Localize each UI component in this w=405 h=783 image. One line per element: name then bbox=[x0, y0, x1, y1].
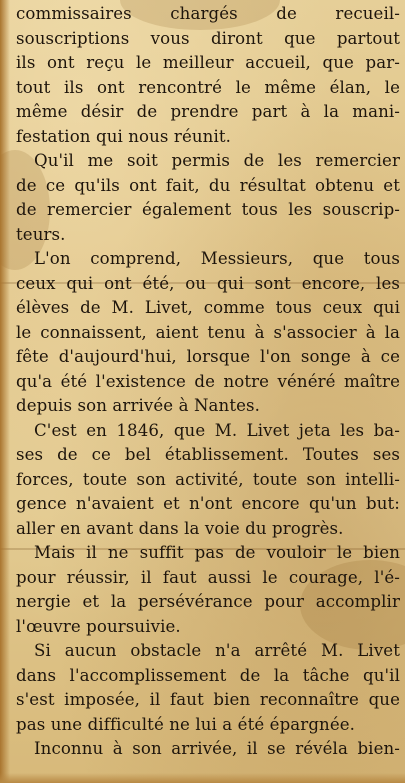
article-line: aller en avant dans la voie du progrès. bbox=[16, 518, 344, 538]
article-line: l'œuvre poursuivie. bbox=[16, 616, 181, 636]
article-line: ils ont reçu le meilleur accueil, que par- bbox=[16, 53, 400, 72]
article-text bbox=[16, 2, 400, 762]
article-line: le connaissent, aient tenu à s'associer à la bbox=[16, 322, 400, 342]
article-line: commissaires chargés de recueil- bbox=[16, 4, 400, 23]
article-line: nergie et la persévérance pour accomplir bbox=[16, 592, 400, 611]
article-line: fête d'aujourd'hui, lorsque l'on songe à ce bbox=[16, 347, 400, 366]
article-line: depuis son arrivée à Nantes. bbox=[16, 396, 261, 415]
article-line: festation qui nous réunit. bbox=[16, 126, 231, 146]
torn-left-edge bbox=[0, 0, 10, 783]
article-line: de remercier également tous les souscrip- bbox=[16, 200, 400, 219]
article-line: Qu'il me soit permis de les remercier bbox=[34, 151, 400, 170]
article-line: L'on comprend, Messieurs, que tous bbox=[34, 249, 400, 268]
article-line: forces, toute son activité, toute son intelli- bbox=[16, 469, 400, 489]
article-line: C'est en 1846, que M. Livet jeta les ba- bbox=[34, 420, 400, 440]
article-line: gence n'avaient et n'ont encore qu'un but: bbox=[16, 494, 400, 513]
article-line: qu'a été l'existence de notre vénéré maître bbox=[16, 371, 400, 391]
article-line: teurs. bbox=[16, 224, 66, 244]
article-line: Inconnu à son arrivée, il se révéla bien- bbox=[34, 739, 400, 758]
article-line: élèves de M. Livet, comme tous ceux qui bbox=[16, 298, 400, 317]
article-line: dans l'accomplissement de la tâche qu'il bbox=[16, 665, 400, 685]
article-line: Mais il ne suffit pas de vouloir le bien bbox=[34, 543, 400, 562]
article-line: pas une difficulté ne lui a été épargnée. bbox=[16, 714, 356, 734]
article-line: Si aucun obstacle n'a arrêté M. Livet bbox=[34, 641, 400, 660]
bottom-edge bbox=[0, 773, 405, 783]
article-line: pour réussir, il faut aussi le courage, l'é- bbox=[16, 567, 400, 587]
article-line: souscriptions vous diront que partout bbox=[16, 28, 400, 48]
article-line: tout ils ont rencontré le même élan, le bbox=[16, 77, 400, 97]
article-line: même désir de prendre part à la mani- bbox=[16, 102, 400, 121]
article-line: ses de ce bel établissement. Toutes ses bbox=[16, 445, 400, 464]
article-line: s'est imposée, il faut bien reconnaître que bbox=[16, 690, 400, 709]
article-line: de ce qu'ils ont fait, du résultat obtenu et bbox=[16, 175, 400, 195]
article-line: ceux qui ont été, ou qui sont encore, les bbox=[16, 273, 400, 293]
